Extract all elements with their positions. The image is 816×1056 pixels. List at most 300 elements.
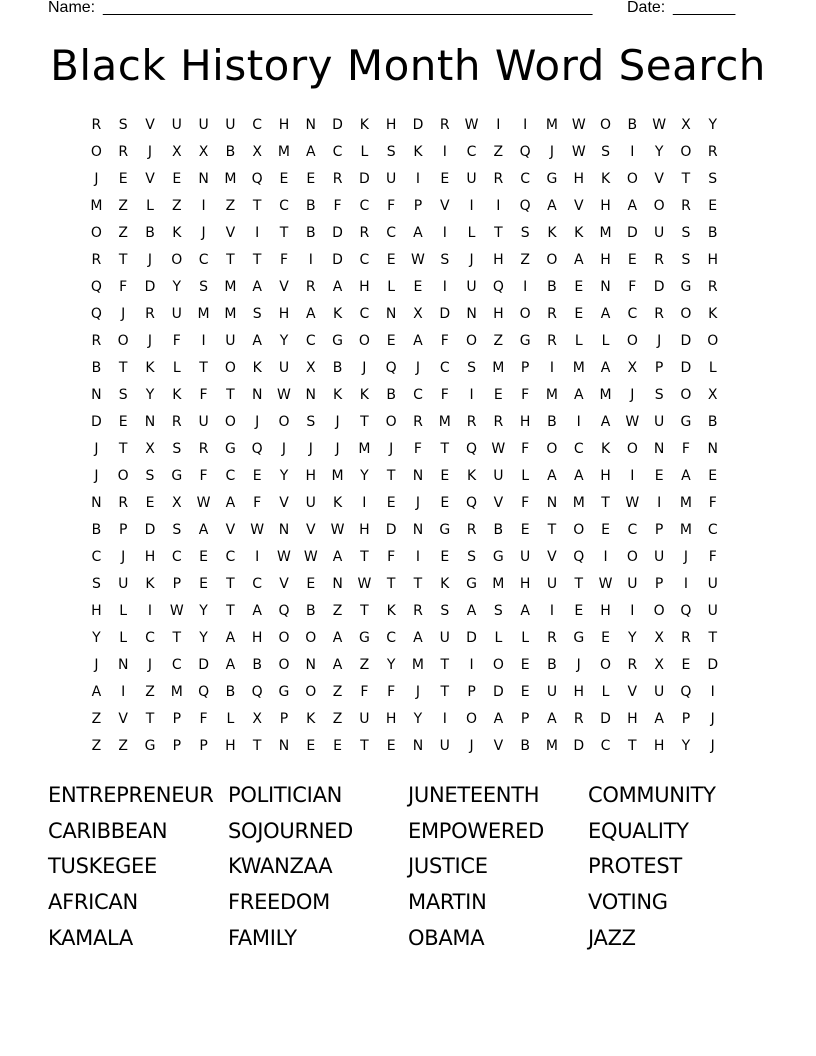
grid-letter: T — [252, 251, 262, 268]
grid-letter: Y — [279, 467, 289, 484]
grid-letter: O — [171, 251, 183, 268]
grid-letter: X — [145, 440, 155, 457]
grid-letter: L — [360, 143, 369, 160]
grid-letter: S — [199, 278, 209, 295]
grid-letter: O — [519, 305, 531, 322]
grid-letter: Y — [708, 116, 717, 133]
grid-letter: L — [521, 467, 530, 484]
grid-letter: U — [654, 224, 665, 241]
grid-letter: M — [224, 278, 237, 295]
grid-letter: T — [252, 197, 262, 214]
grid-letter: A — [547, 197, 557, 214]
grid-letter: Y — [681, 737, 691, 754]
grid-letter: R — [118, 143, 129, 160]
word-list-item: COMMUNITY — [588, 783, 716, 807]
grid-letter: A — [547, 710, 557, 727]
grid-letter: U — [198, 413, 209, 430]
grid-letter: K — [466, 467, 477, 484]
grid-letter: I — [630, 143, 635, 160]
grid-letter: R — [413, 413, 423, 430]
grid-letter: R — [413, 602, 423, 619]
grid-letter: Y — [92, 629, 101, 646]
grid-letter: Q — [466, 494, 478, 511]
grid-letter: M — [679, 521, 692, 538]
grid-letter: L — [574, 332, 583, 349]
grid-letter: I — [121, 683, 126, 700]
grid-letter: J — [308, 440, 313, 457]
grid-letter: Q — [385, 359, 397, 376]
grid-letter: N — [546, 494, 558, 511]
grid-letter: I — [710, 683, 715, 700]
grid-letter: C — [171, 656, 182, 673]
grid-letter: I — [657, 494, 662, 511]
grid-letter: R — [359, 224, 370, 241]
grid-letter: T — [118, 359, 128, 376]
grid-letter: T — [413, 575, 423, 592]
grid-letter: T — [360, 548, 369, 565]
grid-letter: E — [440, 494, 450, 511]
grid-letter: K — [600, 170, 611, 187]
grid-letter: K — [440, 575, 450, 592]
grid-letter: T — [601, 494, 610, 511]
grid-letter: H — [359, 521, 370, 538]
word-list-item: JUNETEENTH — [408, 783, 540, 807]
grid-letter: K — [708, 305, 718, 322]
grid-letter: Y — [279, 332, 289, 349]
grid-letter: U — [171, 116, 182, 133]
grid-letter: D — [332, 251, 343, 268]
grid-letter: T — [386, 575, 396, 592]
grid-letter: G — [171, 467, 183, 484]
grid-letter: A — [547, 467, 557, 484]
grid-letter: E — [520, 683, 530, 700]
grid-letter: W — [330, 521, 345, 538]
grid-letter: T — [226, 251, 235, 268]
grid-letter: J — [94, 440, 99, 457]
grid-letter: D — [358, 170, 370, 187]
grid-letter: E — [601, 629, 610, 646]
grid-letter: G — [224, 440, 236, 457]
grid-letter: M — [599, 386, 612, 403]
grid-letter: B — [493, 521, 504, 538]
grid-letter: V — [279, 278, 289, 295]
grid-letter: X — [171, 494, 182, 511]
grid-letter: V — [439, 197, 450, 214]
grid-letter: E — [172, 170, 182, 187]
grid-letter: J — [121, 548, 126, 565]
word-list-item: VOTING — [588, 890, 668, 915]
grid-letter: W — [625, 413, 640, 430]
grid-letter: B — [707, 413, 718, 430]
grid-letter: O — [600, 656, 612, 673]
letter-grid — [83, 111, 733, 759]
grid-letter: H — [305, 467, 317, 484]
grid-letter: T — [118, 440, 128, 457]
grid-letter: H — [707, 251, 718, 268]
grid-letter: A — [225, 656, 236, 673]
word-list-item: EQUALITY — [588, 818, 689, 843]
grid-letter: T — [386, 467, 396, 484]
grid-letter: A — [681, 467, 691, 484]
grid-letter: H — [519, 575, 531, 592]
grid-letter: Z — [493, 332, 504, 349]
grid-letter: S — [145, 467, 155, 484]
page-title: Black History Month Word Search — [50, 41, 766, 90]
grid-letter: E — [601, 521, 610, 538]
grid-letter: I — [683, 575, 688, 592]
grid-letter: D — [492, 683, 504, 700]
grid-letter: N — [466, 305, 477, 322]
grid-letter: G — [680, 278, 692, 295]
grid-letter: C — [359, 305, 370, 322]
grid-letter: E — [199, 575, 209, 592]
grid-letter: T — [681, 170, 691, 187]
grid-letter: J — [94, 656, 99, 673]
grid-letter: J — [201, 224, 206, 241]
grid-letter: C — [386, 629, 397, 646]
grid-letter: L — [387, 278, 396, 295]
grid-letter: F — [521, 386, 530, 403]
grid-letter: X — [252, 143, 262, 160]
grid-letter: I — [201, 332, 206, 349]
grid-letter: M — [492, 575, 505, 592]
grid-letter: I — [576, 413, 581, 430]
grid-letter: D — [385, 521, 397, 538]
grid-letter: A — [225, 494, 236, 511]
grid-letter: N — [385, 305, 397, 322]
grid-letter: H — [493, 251, 504, 268]
grid-letter: E — [654, 467, 664, 484]
grid-letter: F — [708, 548, 717, 565]
grid-letter: F — [521, 440, 530, 457]
grid-letter: D — [412, 116, 424, 133]
grid-letter: X — [171, 143, 182, 160]
grid-letter: E — [386, 737, 396, 754]
grid-letter: C — [145, 629, 155, 646]
grid-letter: N — [305, 116, 317, 133]
grid-letter: U — [439, 629, 450, 646]
grid-letter: C — [225, 548, 236, 565]
grid-letter: R — [332, 170, 343, 187]
word-list-item: JAZZ — [588, 925, 636, 950]
grid-letter: R — [547, 629, 557, 646]
grid-letter: D — [600, 710, 611, 727]
grid-letter: J — [549, 143, 555, 160]
grid-letter: Z — [91, 737, 102, 754]
grid-letter: U — [654, 683, 665, 700]
grid-letter: S — [172, 440, 182, 457]
grid-letter: O — [653, 197, 665, 214]
grid-letter: O — [546, 440, 558, 457]
grid-letter: U — [225, 116, 236, 133]
grid-letter: S — [440, 251, 450, 268]
grid-letter: Z — [332, 602, 343, 619]
grid-letter: V — [279, 575, 289, 592]
grid-letter: U — [118, 575, 129, 592]
grid-letter: B — [332, 359, 343, 376]
grid-letter: O — [653, 602, 665, 619]
grid-letter: O — [492, 656, 504, 673]
grid-letter: O — [707, 332, 719, 349]
grid-letter: A — [252, 278, 262, 295]
grid-letter: P — [172, 575, 182, 592]
grid-letter: X — [198, 143, 209, 160]
grid-letter: O — [305, 683, 317, 700]
grid-letter: Q — [680, 602, 692, 619]
grid-letter: A — [600, 413, 611, 430]
grid-letter: A — [305, 143, 316, 160]
grid-letter: H — [600, 251, 611, 268]
grid-letter: E — [681, 656, 691, 673]
grid-letter: A — [305, 305, 316, 322]
grid-letter: W — [303, 548, 318, 565]
grid-letter: Y — [199, 629, 208, 646]
grid-letter: D — [332, 224, 343, 241]
grid-letter: Z — [359, 656, 370, 673]
grid-letter: M — [90, 197, 103, 214]
grid-letter: M — [572, 359, 585, 376]
grid-letter: H — [278, 116, 290, 133]
grid-letter: B — [252, 656, 262, 673]
grid-letter: A — [600, 305, 611, 322]
grid-letter: I — [469, 656, 474, 673]
grid-letter: Q — [278, 602, 290, 619]
grid-letter: K — [547, 224, 557, 241]
grid-letter: B — [91, 521, 102, 538]
grid-letter: H — [573, 170, 584, 187]
grid-letter: N — [412, 467, 424, 484]
grid-letter: U — [493, 467, 504, 484]
grid-letter: S — [654, 386, 664, 403]
grid-letter: M — [331, 467, 344, 484]
grid-letter: R — [493, 170, 504, 187]
grid-letter: U — [466, 170, 477, 187]
grid-letter: I — [308, 251, 313, 268]
grid-letter: V — [225, 521, 236, 538]
grid-letter: S — [601, 143, 610, 160]
grid-letter: L — [146, 197, 154, 214]
grid-letter: O — [626, 170, 638, 187]
grid-letter: P — [413, 197, 423, 214]
grid-letter: B — [547, 278, 557, 295]
grid-letter: H — [385, 116, 397, 133]
grid-letter: E — [386, 251, 396, 268]
grid-letter: P — [654, 359, 664, 376]
grid-letter: W — [277, 548, 291, 565]
grid-letter: R — [305, 278, 316, 295]
grid-letter: Y — [386, 656, 396, 673]
grid-letter: S — [681, 224, 691, 241]
word-list-item: POLITICIAN — [228, 783, 343, 807]
grid-letter: W — [652, 116, 667, 133]
grid-letter: T — [145, 710, 155, 727]
grid-letter: G — [519, 332, 531, 349]
grid-letter: T — [494, 224, 503, 241]
word-list-item: JUSTICE — [408, 854, 488, 879]
grid-letter: R — [466, 413, 477, 430]
grid-letter: D — [144, 278, 156, 295]
grid-letter: U — [546, 683, 558, 700]
grid-letter: R — [707, 143, 718, 160]
grid-letter: G — [466, 575, 477, 592]
grid-letter: W — [169, 602, 184, 619]
grid-letter: T — [440, 440, 450, 457]
grid-letter: A — [198, 521, 209, 538]
grid-letter: B — [547, 656, 557, 673]
grid-letter: H — [627, 710, 638, 727]
grid-letter: D — [466, 629, 477, 646]
grid-letter: K — [359, 386, 369, 403]
grid-letter: J — [147, 332, 153, 349]
grid-letter: X — [707, 386, 718, 403]
grid-letter: P — [520, 710, 530, 727]
grid-letter: J — [710, 710, 715, 727]
grid-letter: D — [626, 224, 638, 241]
grid-letter: O — [626, 440, 638, 457]
grid-letter: W — [250, 521, 265, 538]
grid-letter: E — [520, 656, 530, 673]
grid-letter: N — [305, 386, 317, 403]
grid-letter: W — [411, 251, 425, 268]
grid-letter: H — [251, 629, 263, 646]
grid-letter: E — [574, 278, 584, 295]
grid-letter: R — [145, 305, 155, 322]
grid-letter: A — [332, 278, 343, 295]
grid-letter: R — [707, 278, 718, 295]
grid-letter: E — [574, 305, 584, 322]
grid-letter: C — [439, 359, 450, 376]
grid-letter: Y — [199, 602, 208, 619]
grid-letter: S — [467, 359, 476, 376]
grid-letter: O — [278, 413, 290, 430]
grid-letter: S — [118, 116, 128, 133]
grid-letter: P — [654, 575, 664, 592]
grid-letter: R — [654, 305, 664, 322]
grid-letter: G — [492, 548, 504, 565]
grid-letter: W — [598, 575, 613, 592]
grid-letter: N — [198, 170, 209, 187]
grid-letter: F — [172, 332, 181, 349]
grid-letter: W — [357, 575, 372, 592]
grid-letter: Q — [519, 143, 531, 160]
grid-letter: B — [91, 359, 102, 376]
grid-letter: B — [305, 602, 316, 619]
grid-letter: T — [708, 629, 717, 646]
grid-letter: N — [278, 737, 290, 754]
grid-letter: Y — [413, 710, 423, 727]
grid-letter: T — [118, 251, 128, 268]
grid-letter: A — [413, 332, 423, 349]
grid-letter: L — [119, 629, 128, 646]
grid-letter: W — [571, 116, 586, 133]
grid-letter: X — [413, 305, 423, 322]
grid-letter: T — [226, 575, 235, 592]
grid-letter: A — [466, 602, 477, 619]
grid-letter: O — [680, 305, 692, 322]
grid-letter: T — [440, 683, 450, 700]
grid-letter: L — [601, 683, 610, 700]
grid-letter: V — [305, 521, 316, 538]
grid-letter: Z — [118, 197, 128, 214]
grid-letter: L — [172, 359, 181, 376]
grid-letter: I — [442, 143, 447, 160]
grid-letter: E — [386, 494, 396, 511]
grid-letter: I — [147, 602, 153, 619]
grid-letter: B — [386, 386, 396, 403]
grid-letter: C — [279, 197, 289, 214]
grid-letter: A — [520, 602, 530, 619]
grid-letter: D — [144, 521, 156, 538]
grid-letter: E — [306, 737, 316, 754]
name-blank: _______________________________________________________ — [103, 0, 593, 16]
grid-letter: O — [305, 629, 317, 646]
grid-letter: R — [439, 116, 450, 133]
grid-letter: K — [172, 224, 182, 241]
grid-letter: Z — [225, 197, 236, 214]
grid-letter: S — [306, 413, 316, 430]
grid-letter: O — [466, 710, 478, 727]
grid-letter: F — [681, 440, 690, 457]
grid-letter: J — [415, 359, 421, 376]
grid-letter: V — [547, 548, 557, 565]
grid-letter: R — [627, 656, 638, 673]
grid-letter: M — [438, 413, 451, 430]
grid-letter: J — [94, 170, 99, 187]
grid-letter: D — [573, 737, 585, 754]
grid-letter: E — [493, 386, 503, 403]
grid-letter: A — [332, 629, 343, 646]
grid-letter: N — [332, 575, 343, 592]
grid-letter: E — [413, 278, 423, 295]
date-label: Date: — [627, 0, 666, 16]
grid-letter: F — [440, 332, 449, 349]
grid-letter: N — [707, 440, 718, 457]
grid-letter: U — [707, 575, 718, 592]
grid-letter: T — [628, 737, 637, 754]
grid-letter: A — [252, 602, 262, 619]
grid-letter: S — [520, 224, 530, 241]
grid-letter: R — [171, 413, 182, 430]
grid-letter: R — [681, 197, 691, 214]
grid-letter: N — [412, 737, 424, 754]
grid-letter: C — [466, 143, 477, 160]
grid-letter: A — [573, 251, 584, 268]
grid-letter: J — [576, 656, 581, 673]
grid-letter: F — [199, 467, 208, 484]
grid-letter: A — [627, 197, 638, 214]
grid-letter: J — [335, 440, 340, 457]
grid-letter: M — [599, 224, 612, 241]
grid-letter: F — [199, 386, 208, 403]
word-list-item: KWANZAA — [228, 854, 333, 879]
grid-letter: H — [493, 305, 504, 322]
grid-letter: P — [520, 359, 530, 376]
grid-letter: B — [520, 737, 530, 754]
grid-letter: C — [600, 737, 611, 754]
grid-letter: U — [520, 548, 531, 565]
grid-letter: F — [387, 548, 396, 565]
word-list-item: MARTIN — [408, 890, 487, 915]
grid-letter: I — [469, 197, 474, 214]
grid-letter: B — [305, 197, 316, 214]
grid-letter: N — [600, 278, 611, 295]
word-list — [48, 778, 768, 956]
grid-letter: T — [574, 575, 584, 592]
grid-letter: T — [172, 629, 182, 646]
grid-letter: W — [491, 440, 506, 457]
grid-letter: Y — [145, 386, 155, 403]
grid-letter: N — [653, 440, 665, 457]
